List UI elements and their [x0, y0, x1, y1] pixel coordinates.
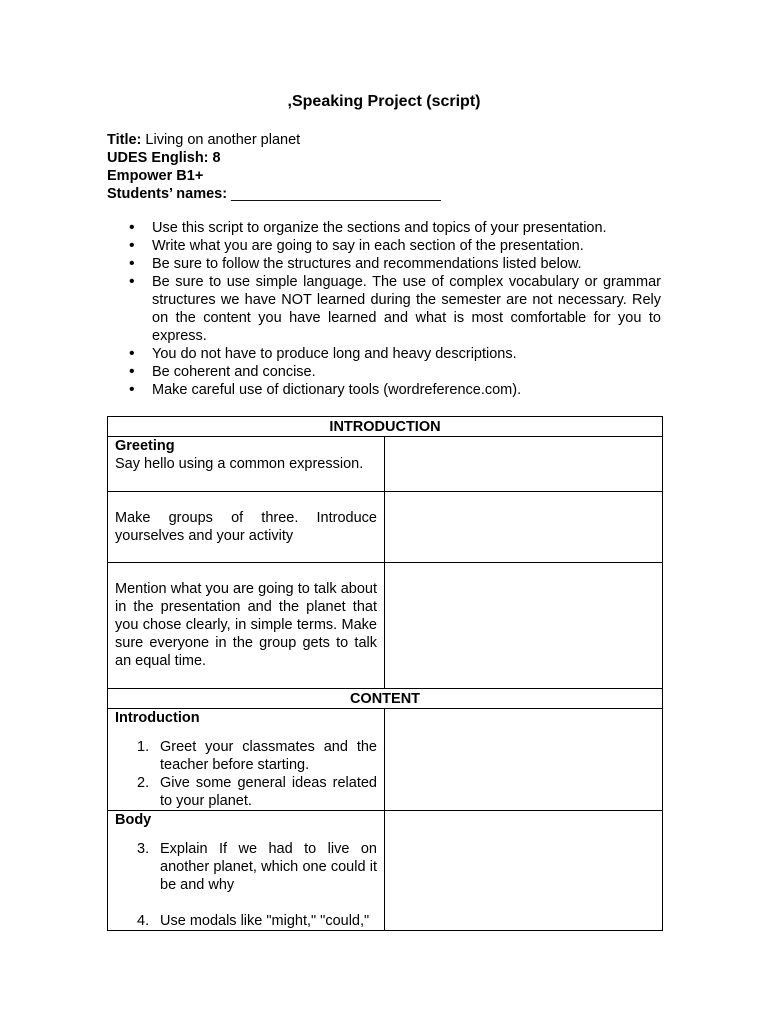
greeting-row: [108, 437, 663, 492]
step-number: 4.: [137, 913, 150, 929]
script-table: [107, 416, 663, 931]
greeting-prompt-cell: [108, 437, 385, 492]
meta-title-value: Living on another planet: [141, 132, 301, 148]
instruction-item: • Write what you are going to say in each section of the presentation.: [107, 237, 661, 255]
document-meta: [107, 131, 441, 203]
body-answer-cell[interactable]: [385, 811, 663, 931]
meta-empower: Empower B1+: [107, 168, 204, 184]
step-text: Explain If we had to live on another planet, which one could it be and why: [160, 841, 377, 893]
intro-answer-cell[interactable]: [385, 709, 663, 811]
body-steps: [115, 840, 377, 930]
introduction-header-row: [108, 417, 663, 437]
groups-answer-cell[interactable]: [385, 492, 663, 563]
step-spacer: [115, 894, 377, 912]
instructions-list: [107, 219, 661, 399]
intro-title: Introduction: [115, 710, 200, 726]
mention-row: [108, 563, 663, 689]
step-item: [115, 840, 377, 894]
intro-row: [108, 709, 663, 811]
mention-text: Mention what you are going to talk about in the presentation and the planet that you chose clearly, in simple terms. Make sure everyone in the group gets to talk an equal time.: [115, 581, 377, 669]
step-text: Give some general ideas related to your planet.: [160, 775, 377, 809]
content-header-row: [108, 689, 663, 709]
step-item: [115, 912, 377, 930]
groups-text: Make groups of three. Introduce yourselves and your activity: [115, 510, 377, 544]
step-item: [115, 774, 377, 810]
groups-row: [108, 492, 663, 563]
instruction-item: • Be sure to use simple language. The use of complex vocabulary or grammar structures we have NOT learned during the semester are not necessary. Rely on the content you have learned and what is most comfortable for you to express.: [107, 273, 661, 345]
step-number: 3.: [137, 841, 150, 857]
step-number: 2.: [137, 775, 150, 791]
introduction-header: INTRODUCTION: [108, 417, 663, 437]
intro-steps: [115, 738, 377, 810]
meta-title-line: [107, 131, 441, 149]
greeting-text: Say hello using a common expression.: [115, 456, 364, 472]
step-text: Greet your classmates and the teacher before starting.: [160, 739, 377, 773]
meta-students-blank: __________________________: [227, 186, 441, 202]
instruction-item: • Be sure to follow the structures and recommendations listed below.: [107, 255, 661, 273]
meta-students-line: [107, 185, 441, 203]
mention-answer-cell[interactable]: [385, 563, 663, 689]
body-prompt-cell: [108, 811, 385, 931]
mention-prompt-cell: [108, 563, 385, 689]
content-header: CONTENT: [108, 689, 663, 709]
document-title: ,Speaking Project (script): [287, 93, 481, 110]
instruction-item: • Be coherent and concise.: [107, 363, 661, 381]
step-text: Use modals like "might," "could,": [160, 913, 370, 929]
meta-udes: UDES English: 8: [107, 150, 221, 166]
step-number: 1.: [137, 739, 150, 755]
meta-udes-line: [107, 149, 441, 167]
greeting-title: Greeting: [115, 438, 175, 454]
body-title: Body: [115, 812, 152, 828]
instruction-item: • Use this script to organize the sections and topics of your presentation.: [107, 219, 661, 237]
body-row: [108, 811, 663, 931]
groups-prompt-cell: [108, 492, 385, 563]
meta-students-label: Students’ names:: [107, 186, 228, 202]
meta-empower-line: [107, 167, 441, 185]
meta-title-label: Title:: [107, 132, 142, 148]
intro-prompt-cell: [108, 709, 385, 811]
instruction-item: • You do not have to produce long and heavy descriptions.: [107, 345, 661, 363]
instruction-item: • Make careful use of dictionary tools (wordreference.com).: [107, 381, 661, 399]
step-item: [115, 738, 377, 774]
greeting-answer-cell[interactable]: [385, 437, 663, 492]
